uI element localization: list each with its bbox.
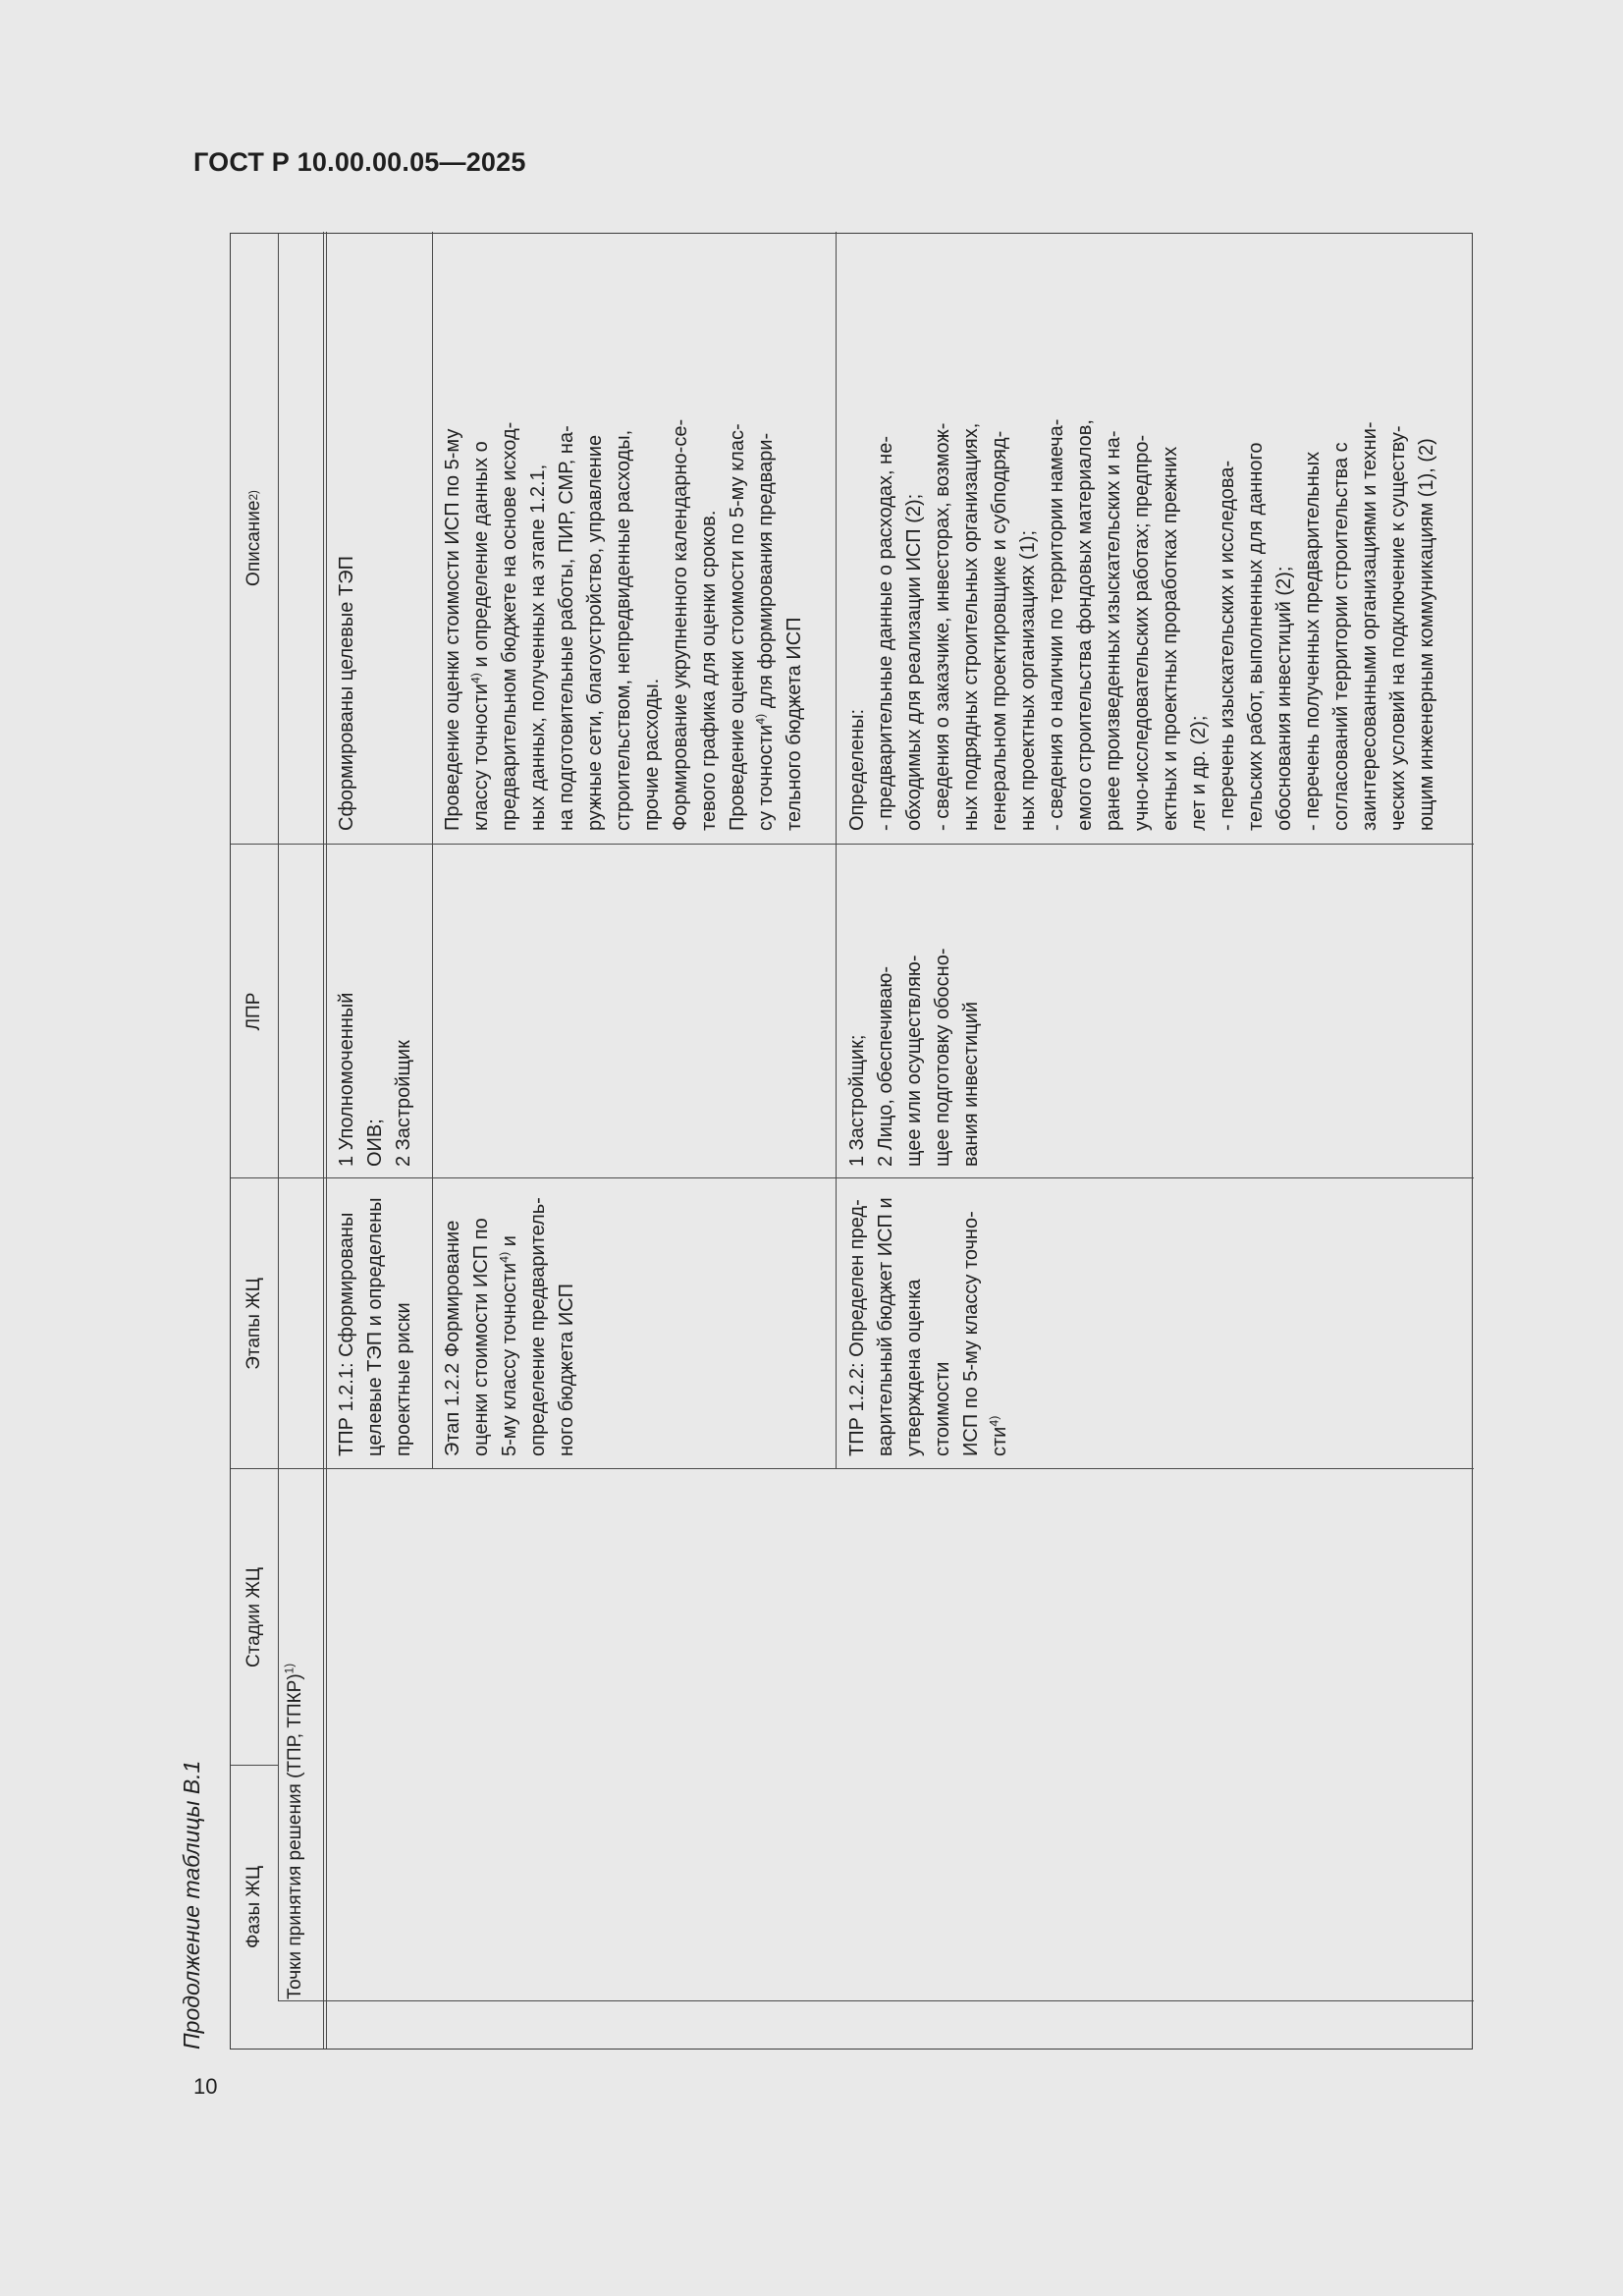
text-line: оценки стоимости ИСП по bbox=[470, 1218, 492, 1456]
grid-line bbox=[278, 234, 279, 2001]
text-line: тельских работ, выполненных для данного bbox=[1245, 442, 1267, 831]
text-fragment: и определение данных о bbox=[470, 441, 492, 674]
text-line: ружные сети, благоустройство, управление bbox=[584, 434, 606, 831]
text-line: ных данных, полученных на этапе 1.2.1, bbox=[527, 464, 549, 831]
text-fragment: и bbox=[499, 1235, 520, 1252]
text-fragment: су точности bbox=[755, 724, 777, 831]
text-line: ных подрядных строительных организациях, bbox=[960, 422, 982, 831]
text-line: утверждена оценка стоимости bbox=[903, 1279, 953, 1456]
document-code: ГОСТ Р 10.00.00.05—2025 bbox=[193, 147, 526, 177]
grid-line bbox=[326, 232, 327, 2049]
text-line: согласований территории строительства с bbox=[1330, 442, 1352, 831]
text-line: учно-исследовательских работах; предпро- bbox=[1131, 434, 1153, 831]
lifecycle-table bbox=[230, 233, 1473, 2050]
grid-line bbox=[323, 232, 324, 2049]
description-cell bbox=[439, 242, 809, 831]
col-header-description: Описание 2) bbox=[243, 490, 264, 586]
text-line: предварительном бюджете на основе исход- bbox=[499, 421, 520, 831]
text-line: обходимых для реализации ИСП (2); bbox=[903, 493, 925, 831]
text-line: ческих условий на подключение к существу- bbox=[1387, 425, 1409, 831]
decision-points-header bbox=[285, 1664, 306, 1999]
text-line: - сведения о заказчике, инвесторах, возмож- bbox=[932, 422, 953, 831]
text-line: ранее произведенных изыскательских и на- bbox=[1103, 430, 1124, 831]
text-line: вания инвестиций bbox=[960, 1002, 982, 1167]
dm-cell bbox=[333, 852, 418, 1167]
footnote-ref: 4) bbox=[497, 1251, 512, 1263]
col-header-stages: Стадии ЖЦ bbox=[243, 1567, 264, 1667]
text-line: 2 Застройщик bbox=[393, 1040, 414, 1167]
page-number: 10 bbox=[193, 2074, 218, 2099]
text-line: - сведения о наличии по территории намеча- bbox=[1046, 418, 1067, 831]
text-line: - перечень изыскательских и исследова- bbox=[1217, 460, 1238, 831]
text-line bbox=[752, 242, 781, 831]
col-header-phases: Фазы ЖЦ bbox=[243, 1865, 264, 1949]
col-header-description-text: Описание bbox=[243, 500, 264, 586]
text-line: Проведение оценки стоимости ИСП по 5-му bbox=[442, 428, 463, 831]
text-line: 1 Застройщик; bbox=[846, 1034, 868, 1167]
text-line bbox=[496, 1186, 524, 1456]
text-line: обоснования инвестиций (2); bbox=[1273, 566, 1295, 831]
col-header-steps: Этапы ЖЦ bbox=[243, 1278, 264, 1370]
text-line: заинтересованными организациями и техни- bbox=[1359, 421, 1380, 831]
text-line: проектные риски bbox=[393, 1302, 414, 1456]
text-fragment: классу точности bbox=[470, 683, 492, 831]
footnote-ref: 4) bbox=[987, 1415, 1001, 1427]
text-line: ИСП по 5-му классу точно- bbox=[960, 1211, 982, 1456]
decision-points-label: Точки принятия решения (ТПР, ТПКР) bbox=[285, 1673, 305, 1999]
text-line: - перечень полученных предварительных bbox=[1302, 451, 1324, 831]
text-line: генеральном проектировщике и субподряд- bbox=[989, 430, 1010, 831]
text-line: строительством, непредвиденные расходы, bbox=[613, 429, 634, 831]
table-caption: Продолжение таблицы В.1 bbox=[179, 1760, 204, 2050]
col-header-dm: ЛПР bbox=[243, 992, 264, 1031]
text-line: целевые ТЭП и определены bbox=[364, 1197, 386, 1456]
text-line: Формирование укрупненного календарно-се- bbox=[670, 418, 691, 831]
text-line: 1 Уполномоченный bbox=[336, 992, 357, 1167]
grid-line bbox=[278, 2000, 1474, 2001]
step-cell bbox=[843, 1183, 1014, 1456]
step-cell bbox=[439, 1186, 581, 1456]
text-line: Определены: bbox=[846, 708, 868, 831]
grid-line bbox=[231, 1177, 1474, 1178]
text-line: определение предваритель- bbox=[527, 1197, 549, 1456]
text-line: ного бюджета ИСП bbox=[556, 1283, 577, 1456]
footnote-ref: 4) bbox=[753, 713, 768, 725]
text-line: ных проектных организациях (1); bbox=[1017, 529, 1039, 831]
text-line: щее подготовку обосно- bbox=[932, 948, 953, 1167]
dm-cell bbox=[843, 847, 986, 1167]
text-line bbox=[467, 242, 496, 831]
text-line: - предварительные данные о расходах, не- bbox=[875, 436, 896, 831]
text-line: лет и др. (2); bbox=[1188, 715, 1210, 831]
text-line bbox=[986, 1183, 1014, 1456]
text-line: Сформированы целевые ТЭП bbox=[336, 556, 357, 831]
text-line: варительный бюджет ИСП и bbox=[875, 1197, 896, 1456]
grid-line bbox=[432, 232, 433, 1469]
text-line: Проведение оценки стоимости по 5-му клас- bbox=[727, 423, 748, 831]
footnote-ref: 1) bbox=[283, 1663, 297, 1674]
text-line: ющим инженерным коммуникациям (1), (2) bbox=[1416, 438, 1437, 831]
text-line: ТПР 1.2.2: Определен пред- bbox=[846, 1199, 868, 1456]
text-line: ектных и проектных проработках прежних bbox=[1160, 446, 1181, 831]
text-fragment: сти bbox=[989, 1426, 1010, 1456]
text-line: щее или осуществляю- bbox=[903, 955, 925, 1167]
text-line: тевого графика для оценки сроков. bbox=[698, 510, 720, 831]
text-line: ОИВ; bbox=[364, 1119, 386, 1167]
text-line: Этап 1.2.2 Формирование bbox=[442, 1220, 463, 1456]
grid-line bbox=[231, 1468, 1474, 1469]
text-line: емого строительства фондовых материалов, bbox=[1074, 419, 1096, 831]
text-line: ТПР 1.2.1: Сформированы bbox=[336, 1212, 357, 1456]
rotated-table-block bbox=[179, 213, 1504, 2050]
text-fragment: 5-му классу точности bbox=[499, 1262, 520, 1456]
text-line: на подготовительные работы, ПИР, СМР, на- bbox=[556, 425, 577, 831]
grid-line bbox=[231, 844, 1474, 845]
footnote-ref: 4) bbox=[468, 673, 483, 684]
step-cell bbox=[333, 1186, 418, 1456]
text-line: 2 Лицо, обеспечиваю- bbox=[875, 966, 896, 1167]
description-cell bbox=[843, 242, 1441, 831]
text-line: тельного бюджета ИСП bbox=[784, 617, 805, 831]
grid-line bbox=[836, 232, 837, 1469]
description-cell bbox=[333, 242, 361, 831]
text-line: прочие расходы. bbox=[641, 678, 663, 831]
text-fragment: для формирования предвари- bbox=[755, 432, 777, 714]
